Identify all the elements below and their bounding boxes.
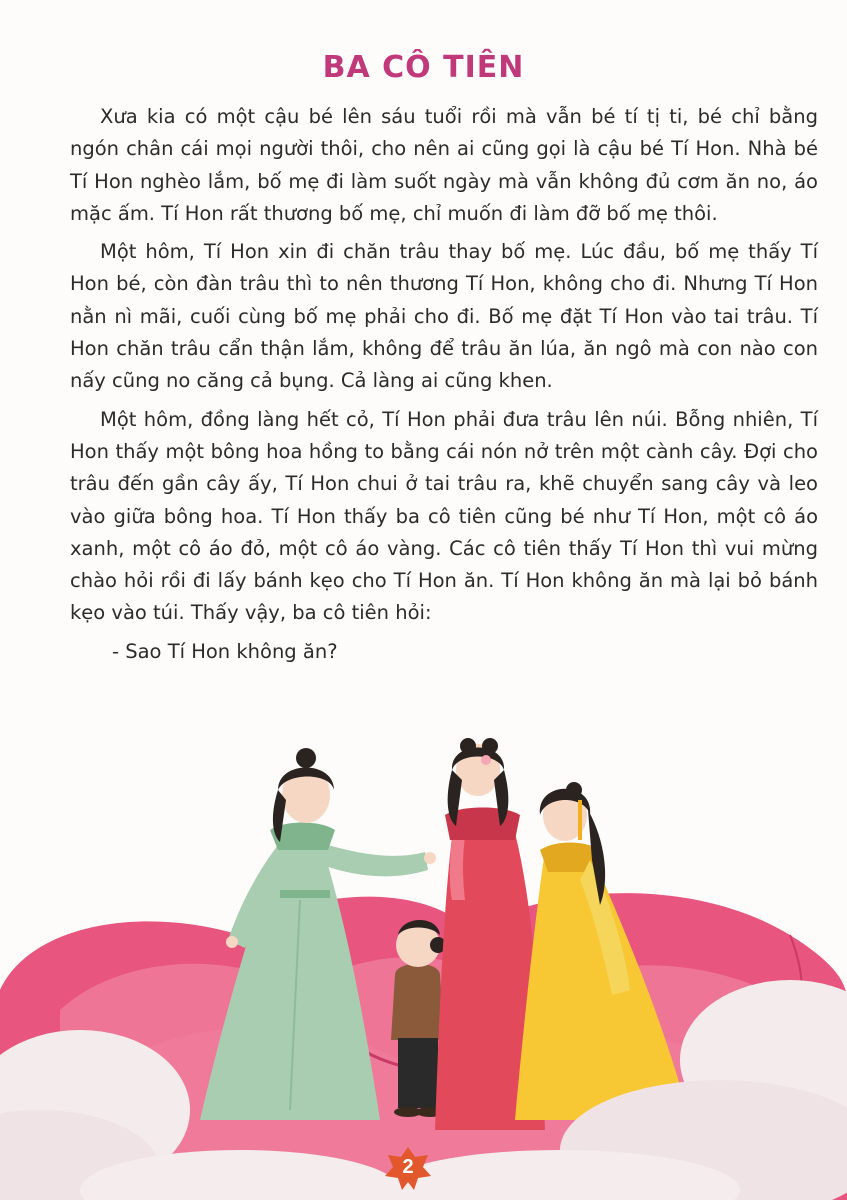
page-number: 2 bbox=[402, 1156, 414, 1178]
story-text bbox=[70, 101, 818, 674]
page-number-badge bbox=[384, 1146, 432, 1194]
paragraph-3: Một hôm, đồng làng hết cỏ, Tí Hon phải đưa trâu lên núi. Bỗng nhiên, Tí Hon thấy một bông hoa hồng to bằng cái nón nở trên một cành cây. Đợi cho trâu đến gần cây ấy, Tí Hon chui ở tai trâu ra, khẽ chuyển sang cây và leo vào giữa bông hoa. Tí Hon thấy ba cô tiên cũng bé như Tí Hon, một cô áo xanh, một cô áo đỏ, một cô áo vàng. Các cô tiên thấy Tí Hon thì vui mừng chào hỏi rồi đi lấy bánh kẹo cho Tí Hon ăn. Tí Hon không ăn mà lại bỏ bánh kẹo vào túi. Thấy vậy, ba cô tiên hỏi: bbox=[70, 407, 818, 625]
paragraph-1: Xưa kia có một cậu bé lên sáu tuổi rồi mà vẫn bé tí tị ti, bé chỉ bằng ngón chân cái mọi người thôi, cho nên ai cũng gọi là cậu bé Tí Hon. Nhà bé Tí Hon nghèo lắm, bố mẹ đi làm suốt ngày mà vẫn không đủ cơm ăn no, áo mặc ấm. Tí Hon rất thương bố mẹ, chỉ muốn đi làm đỡ bố mẹ thôi. bbox=[70, 105, 818, 225]
fairies-illustration bbox=[0, 730, 847, 1200]
paragraph-2: Một hôm, Tí Hon xin đi chăn trâu thay bố mẹ. Lúc đầu, bố mẹ thấy Tí Hon bé, còn đàn trâu thì to nên thương Tí Hon, không cho đi. Nhưng Tí Hon nằn nì mãi, cuối cùng bố mẹ phải cho đi. Bố mẹ đặt Tí Hon vào tai trâu. Tí Hon chăn trâu cẩn thận lắm, không để trâu ăn lúa, ăn ngô mà con nào con nấy cũng no căng cả bụng. Cả làng ai cũng khen. bbox=[70, 240, 818, 393]
dialog-line: - Sao Tí Hon không ăn? bbox=[112, 639, 338, 663]
story-title: BA CÔ TIÊN bbox=[322, 50, 525, 85]
